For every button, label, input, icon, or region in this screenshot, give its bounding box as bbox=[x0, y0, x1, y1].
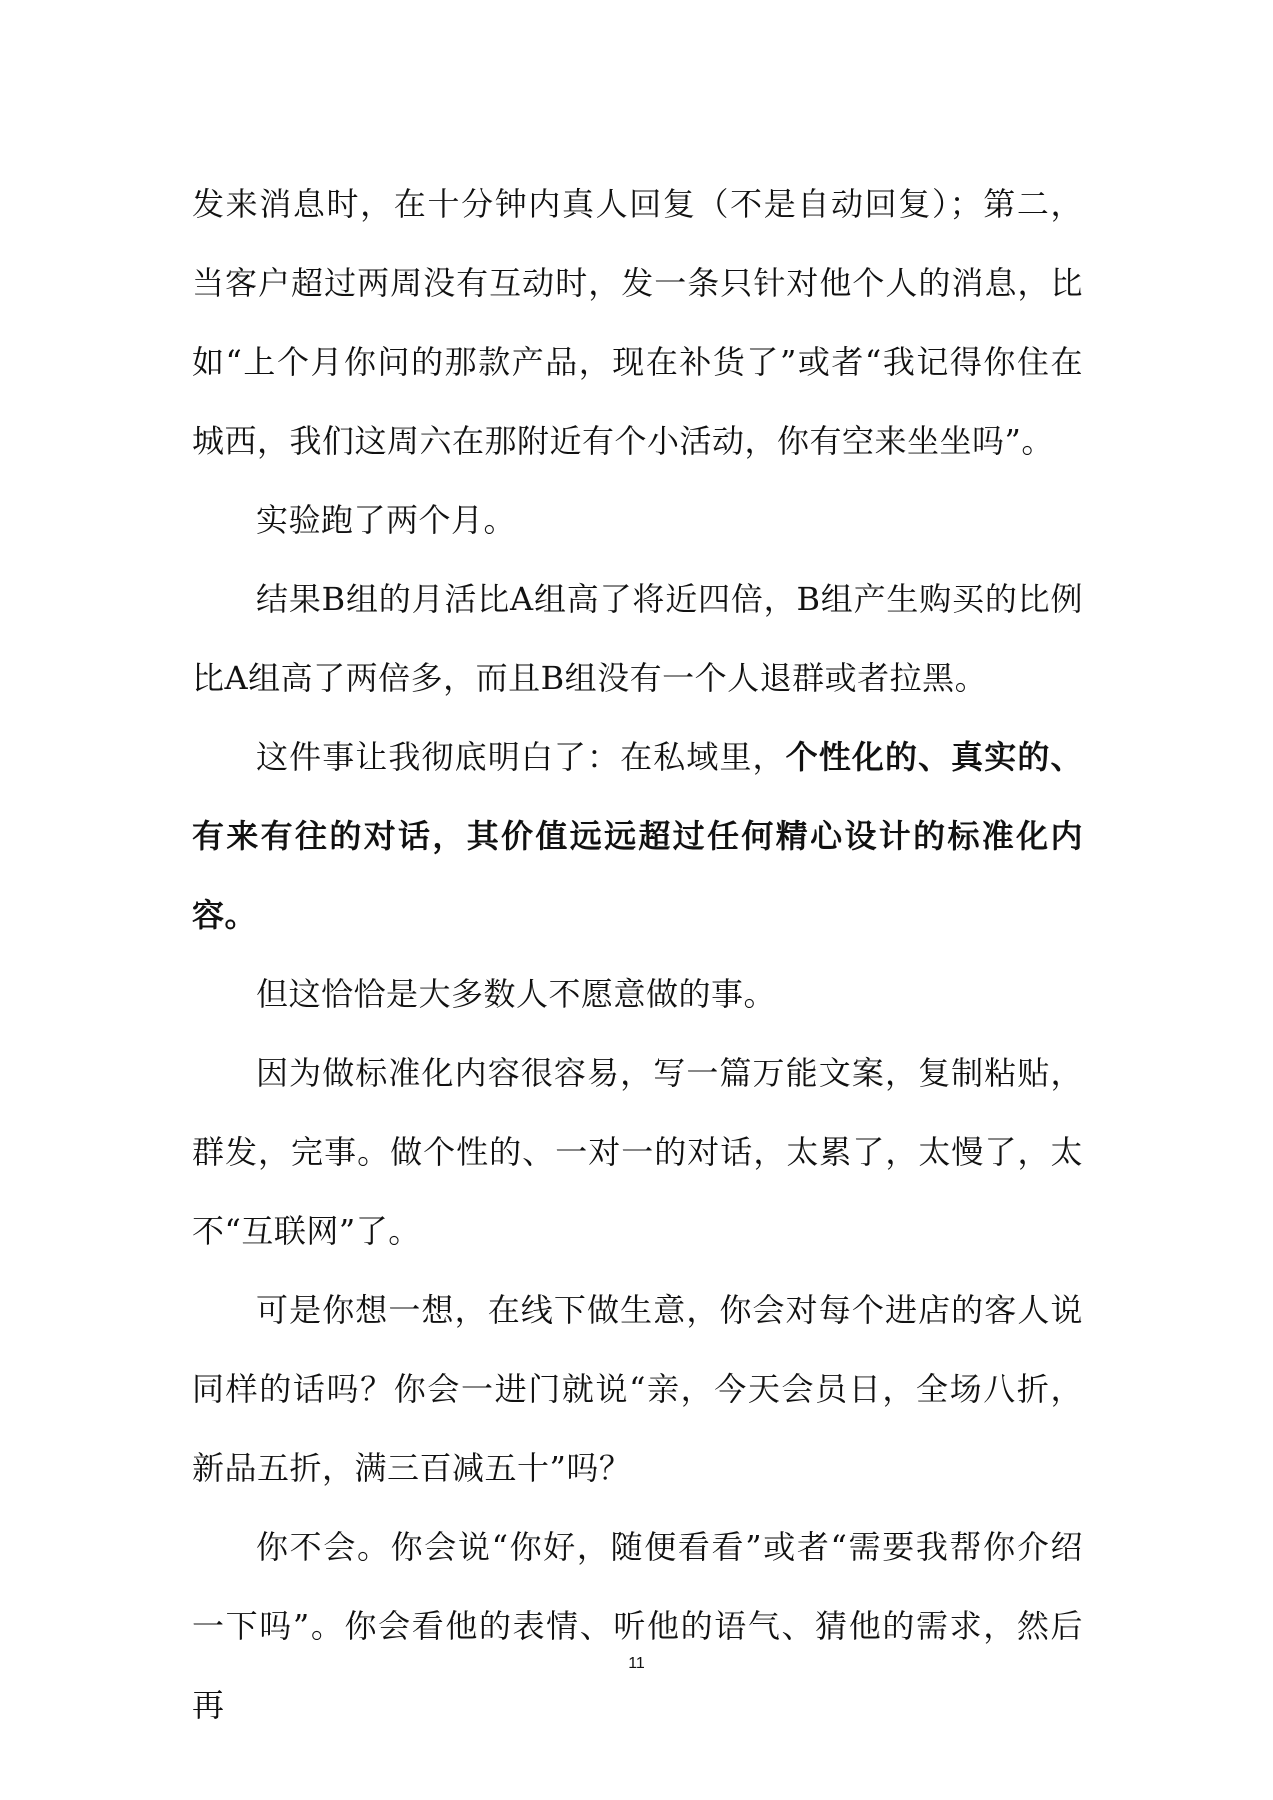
paragraph-6-text: 因为做标准化内容很容易，写一篇万能文案，复制粘贴，群发，完事。做个性的、一对一的对话，太累了，太慢了，太不“互联网”了。 bbox=[192, 1054, 1083, 1250]
paragraph-4 bbox=[192, 718, 1083, 955]
body-text bbox=[192, 165, 1083, 1745]
paragraph-4-text: 这件事让我彻底明白了：在私域里， bbox=[256, 738, 786, 776]
paragraph-8-text: 你不会。你会说“你好，随便看看”或者“需要我帮你介绍一下吗”。你会看他的表情、听他的语气、猜他的需求，然后再 bbox=[192, 1528, 1083, 1724]
paragraph-7 bbox=[192, 1271, 1083, 1508]
paragraph-4-emphasis: 个性化的、真实的、有来有往的对话，其价值远远超过任何精心设计的标准化内容。 bbox=[192, 738, 1083, 934]
paragraph-1 bbox=[192, 165, 1083, 481]
paragraph-3-text: 结果B组的月活比A组高了将近四倍，B组产生购买的比例比A组高了两倍多，而且B组没有一个人退群或者拉黑。 bbox=[192, 580, 1083, 697]
paragraph-2 bbox=[192, 481, 1083, 560]
paragraph-2-text: 实验跑了两个月。 bbox=[256, 501, 517, 539]
paragraph-7-text: 可是你想一想，在线下做生意，你会对每个进店的客人说同样的话吗？你会一进门就说“亲，今天会员日，全场八折，新品五折，满三百减五十”吗？ bbox=[192, 1291, 1083, 1487]
paragraph-5-text: 但这恰恰是大多数人不愿意做的事。 bbox=[256, 975, 777, 1013]
paragraph-8 bbox=[192, 1508, 1083, 1745]
paragraph-5 bbox=[192, 955, 1083, 1034]
page-number: 11 bbox=[628, 1655, 645, 1672]
paragraph-1-text: 发来消息时，在十分钟内真人回复（不是自动回复）；第二，当客户超过两周没有互动时，发一条只针对他个人的消息，比如“上个月你问的那款产品，现在补货了”或者“我记得你住在城西，我们这周六在那附近有个小活动，你有空来坐坐吗”。 bbox=[192, 185, 1083, 460]
paragraph-3 bbox=[192, 560, 1083, 718]
paragraph-6 bbox=[192, 1034, 1083, 1271]
